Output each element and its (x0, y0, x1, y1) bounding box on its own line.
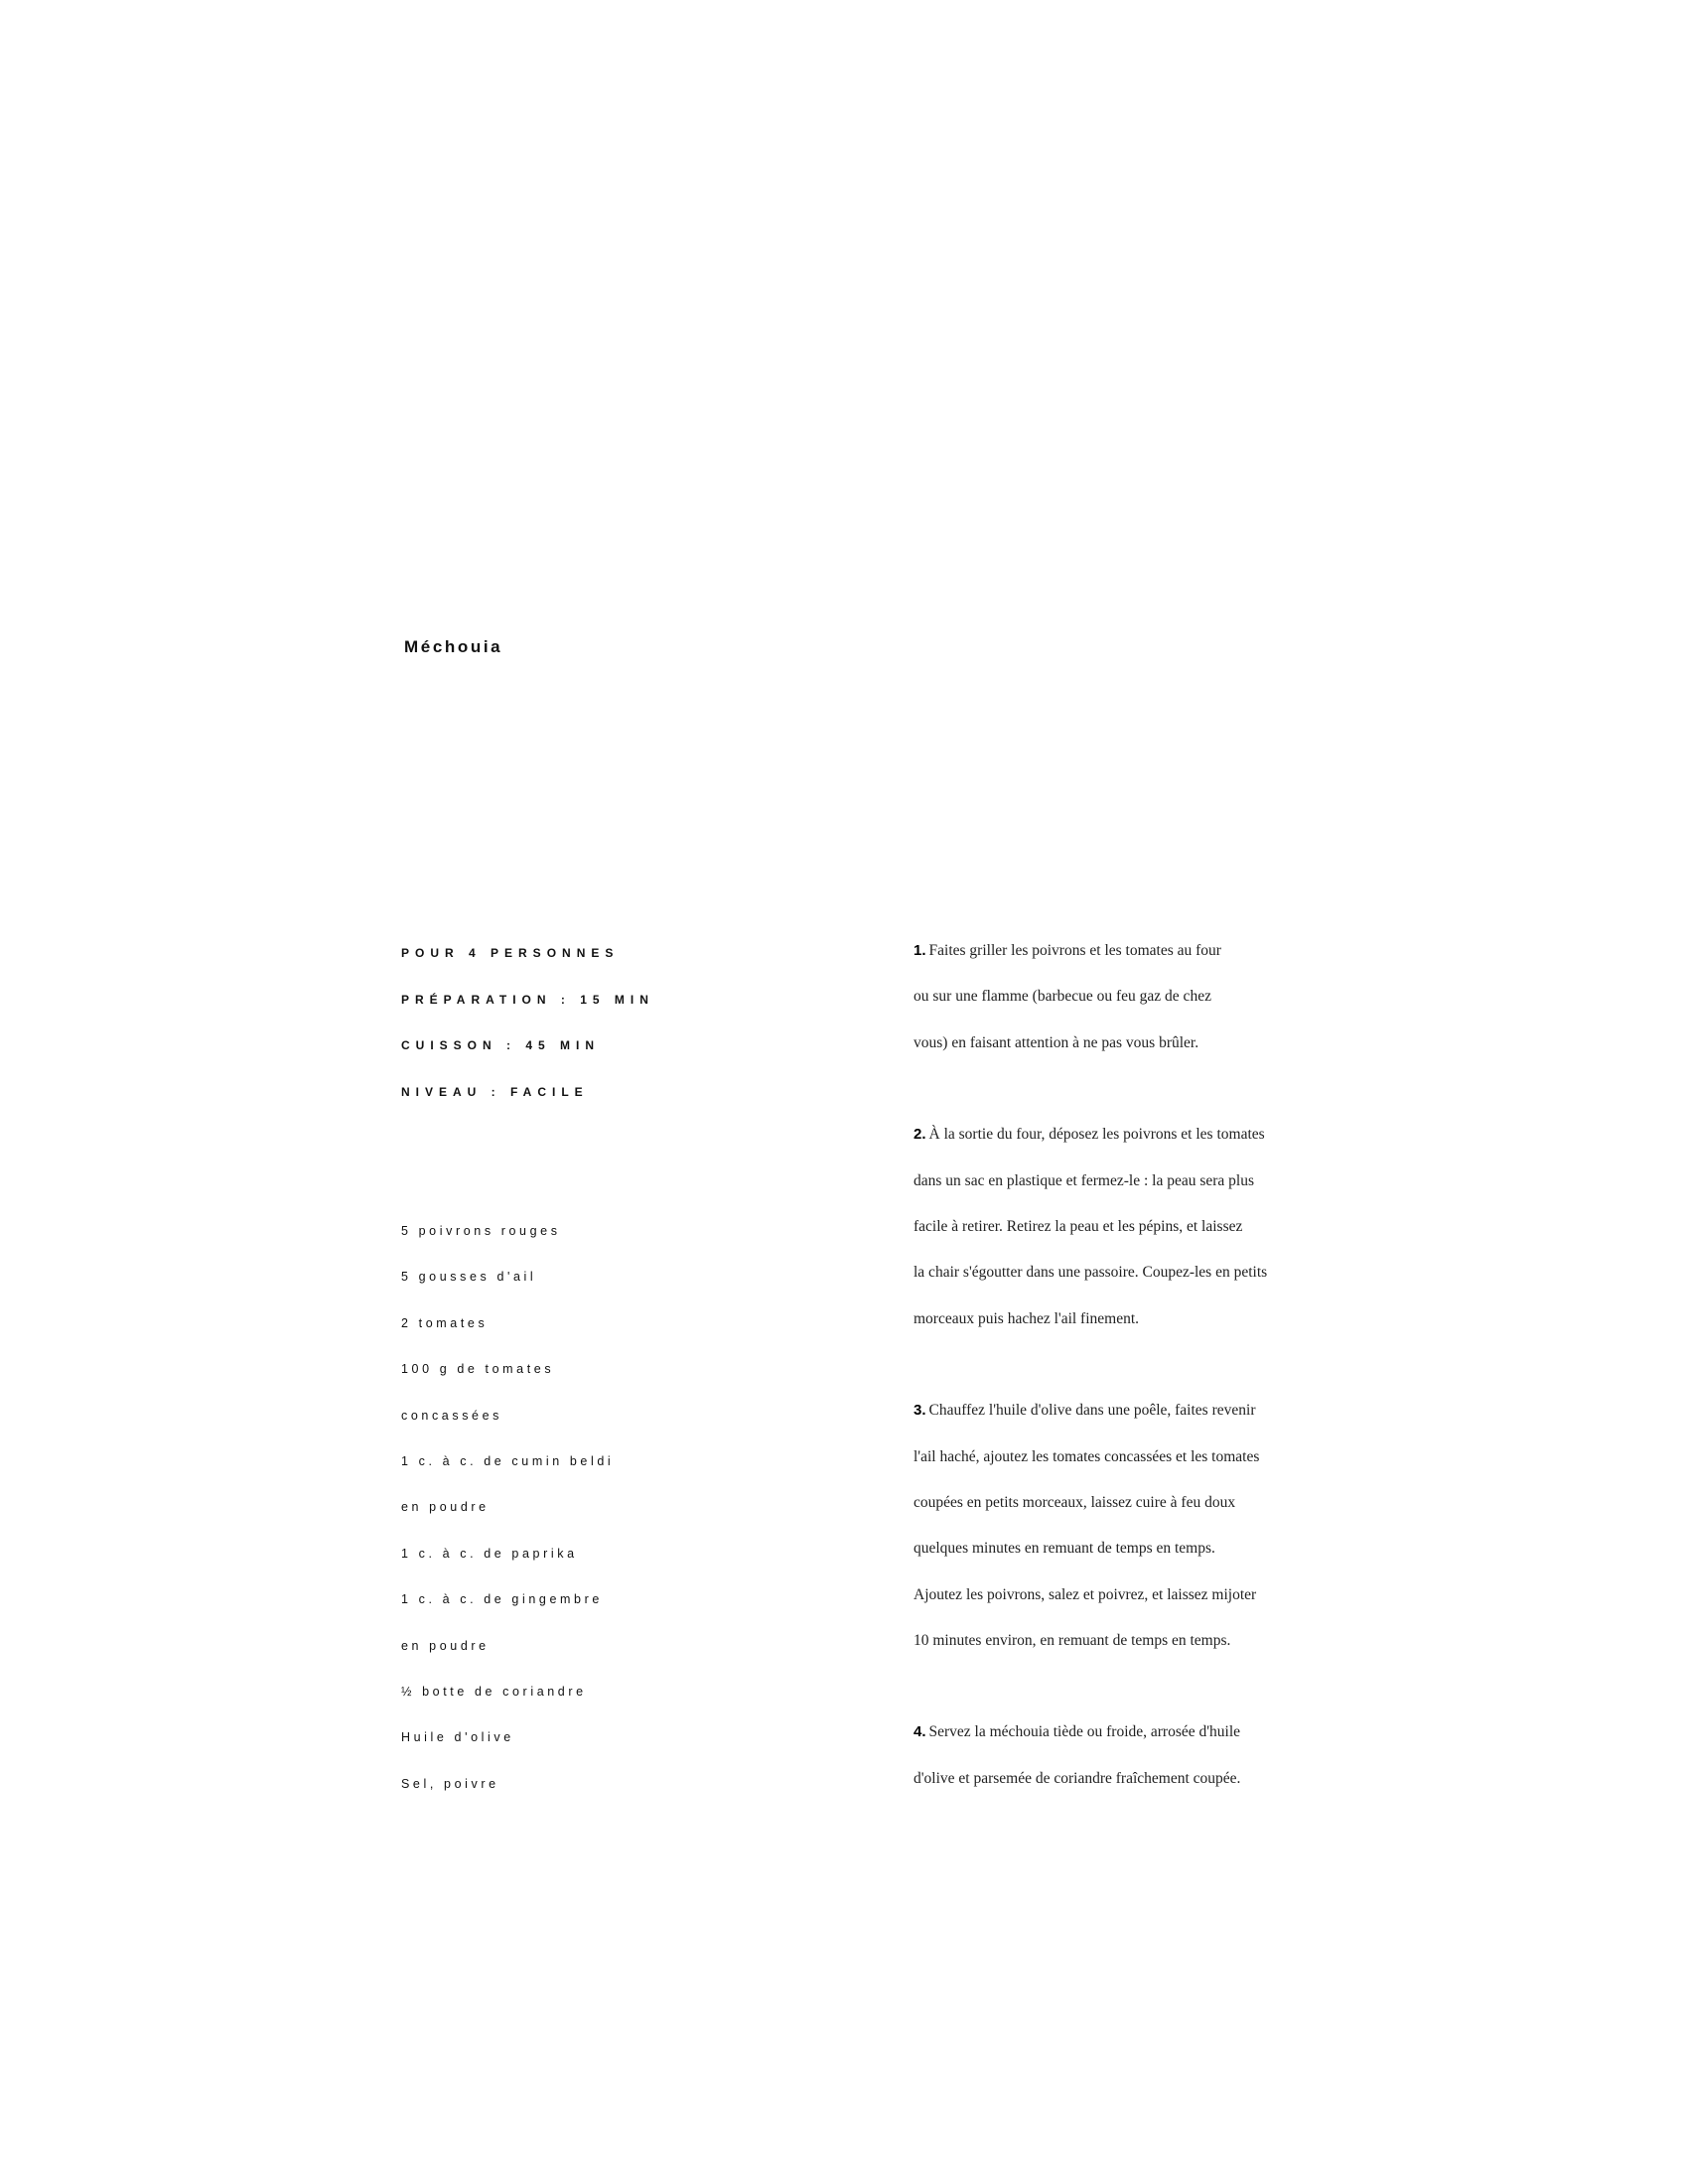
step-number: 2. (914, 1126, 926, 1144)
step-line (914, 1123, 1291, 1168)
prep-time: PRÉPARATION : 15 MIN (401, 992, 654, 1007)
step-line: quelques minutes en remuant de temps en temps. (914, 1540, 1215, 1558)
ingredient-line: ½ botte de coriandre (401, 1684, 587, 1699)
step-text: À la sortie du four, déposez les poivrons et les tomates (928, 1126, 1265, 1144)
ingredient-line: en poudre (401, 1638, 490, 1653)
step-number: 3. (914, 1402, 926, 1420)
ingredient-line: Huile d'olive (401, 1730, 514, 1745)
step-number: 4. (914, 1723, 926, 1741)
step-line: 10 minutes environ, en remuant de temps en temps. (914, 1632, 1231, 1650)
ingredients-list (401, 1221, 614, 1820)
step-text: Chauffez l'huile d'olive dans une poêle, faites revenir (928, 1402, 1256, 1420)
step-line: ou sur une flamme (barbecue ou feu gaz de chez (914, 988, 1211, 1006)
ingredient-line: en poudre (401, 1500, 490, 1515)
step-2 (914, 1123, 1291, 1353)
step-3 (914, 1399, 1291, 1675)
step-line: vous) en faisant attention à ne pas vous brûler. (914, 1033, 1199, 1051)
step-number: 1. (914, 942, 926, 959)
step-line: coupées en petits morceaux, laissez cuire à feu doux (914, 1493, 1236, 1511)
step-line (914, 939, 1291, 985)
step-line: dans un sac en plastique et fermez-le : la peau sera plus (914, 1171, 1255, 1189)
step-4 (914, 1720, 1291, 1813)
step-line: Ajoutez les poivrons, salez et poivrez, et laissez mijoter (914, 1585, 1257, 1603)
step-1 (914, 939, 1291, 1077)
ingredient-line: 1 c. à c. de gingembre (401, 1592, 603, 1607)
step-line: d'olive et parsemée de coriandre fraîchement coupée. (914, 1769, 1241, 1787)
recipe-title: Méchouia (404, 637, 503, 656)
step-text: Faites griller les poivrons et les tomates au four (928, 942, 1221, 959)
step-line: facile à retirer. Retirez la peau et les pépins, et laissez (914, 1217, 1243, 1235)
recipe-meta (401, 943, 654, 1128)
step-text: Servez la méchouia tiède ou froide, arrosée d'huile (928, 1723, 1241, 1741)
ingredient-line: 2 tomates (401, 1315, 489, 1330)
cook-time: CUISSON : 45 MIN (401, 1038, 601, 1052)
servings: POUR 4 PERSONNES (401, 946, 620, 960)
ingredient-line: 1 c. à c. de cumin beldi (401, 1453, 615, 1468)
step-line: la chair s'égoutter dans une passoire. Coupez-les en petits (914, 1264, 1268, 1282)
ingredient-line: 1 c. à c. de paprika (401, 1546, 578, 1561)
step-line: l'ail haché, ajoutez les tomates concassées et les tomates (914, 1447, 1260, 1465)
ingredient-line: Sel, poivre (401, 1776, 499, 1791)
ingredient-line: 5 gousses d'ail (401, 1270, 537, 1285)
recipe-steps (914, 939, 1291, 1813)
ingredient-line: 100 g de tomates (401, 1362, 555, 1377)
step-line (914, 1720, 1291, 1766)
step-line (914, 1399, 1291, 1444)
step-line: morceaux puis hachez l'ail finement. (914, 1309, 1140, 1327)
ingredient-line: concassées (401, 1408, 503, 1423)
ingredient-line: 5 poivrons rouges (401, 1224, 561, 1238)
difficulty: NIVEAU : FACILE (401, 1084, 589, 1099)
